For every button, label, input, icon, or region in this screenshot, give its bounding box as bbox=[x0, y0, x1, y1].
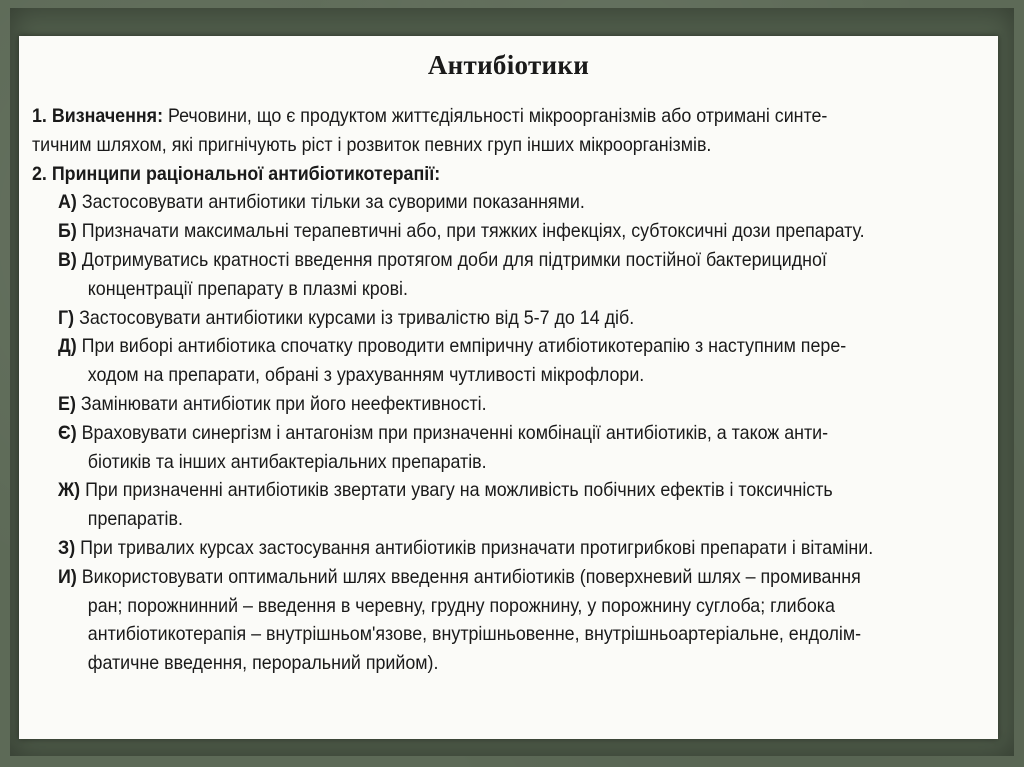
principle-letter: З) bbox=[58, 537, 76, 559]
principle-text: фатичне введення, пероральний прийом). bbox=[87, 653, 439, 675]
principle-text: Призначати максимальні терапевтичні або, при тяжких інфекціях, субтоксичні дози препарату. bbox=[76, 221, 865, 243]
principle-letter: Є) bbox=[58, 422, 77, 444]
principle-letter: Б) bbox=[58, 221, 77, 243]
principle-item-line bbox=[32, 593, 985, 622]
principle-item-line bbox=[32, 333, 985, 362]
principle-item-line bbox=[32, 362, 985, 391]
document-body bbox=[32, 103, 985, 679]
principle-text: Замінювати антибіотик при його неефективності. bbox=[75, 393, 487, 415]
principle-item-line bbox=[32, 247, 985, 276]
principle-letter: Д) bbox=[58, 336, 77, 358]
principle-item-line bbox=[32, 420, 985, 449]
definition-line-2: тичним шляхом, які пригнічують ріст і розвиток певних груп інших мікроорганізмів. bbox=[32, 134, 712, 156]
document-page bbox=[19, 36, 998, 739]
principle-item-line bbox=[32, 391, 985, 420]
principle-text: біотиків та інших антибактеріальних препаратів. bbox=[87, 451, 487, 473]
principle-item-line bbox=[32, 449, 985, 478]
principle-text: Застосовувати антибіотики тільки за суворими показаннями. bbox=[76, 192, 585, 214]
principle-text: При виборі антибіотика спочатку проводити емпіричну атибіотикотерапію з наступним пере- bbox=[76, 336, 847, 358]
principle-item-line bbox=[32, 564, 985, 593]
principle-item-line bbox=[32, 650, 985, 679]
definition-label: 1. Визначення: bbox=[32, 106, 164, 127]
principle-text: Дотримуватись кратності введення протягом доби для підтримки постійної бактерицидної bbox=[76, 249, 827, 271]
page-title: Антибіотики bbox=[427, 50, 590, 80]
definition-line-1 bbox=[32, 103, 985, 132]
principle-item-line bbox=[32, 535, 985, 564]
principle-letter: Ж) bbox=[58, 480, 81, 502]
principle-item-line bbox=[32, 506, 985, 535]
principle-item-line bbox=[32, 276, 985, 305]
definition-text: Речовини, що є продуктом життєдіяльності мікроорганізмів або отримані синте- bbox=[163, 106, 828, 127]
principle-text: ран; порожнинний – введення в черевну, грудну порожнину, у порожнину суглоба; глибока bbox=[87, 595, 835, 617]
principle-letter: А) bbox=[58, 192, 77, 214]
principle-text: При призначенні антибіотиків звертати увагу на можливість побічних ефектів і токсичність bbox=[80, 480, 833, 502]
principle-letter: В) bbox=[58, 249, 77, 271]
principles-list bbox=[32, 189, 985, 679]
principles-heading: 2. Принципи раціональної антибіотикотерапії: bbox=[32, 163, 441, 185]
principle-letter: Г) bbox=[58, 307, 75, 329]
principle-item-line bbox=[32, 477, 985, 506]
principle-text: При тривалих курсах застосування антибіотиків призначати протигрибкові препарати і вітаміни. bbox=[75, 537, 874, 559]
principle-item-line bbox=[32, 305, 985, 334]
principle-text: Застосовувати антибіотики курсами із тривалістю від 5-7 до 14 діб. bbox=[74, 307, 635, 329]
principle-item-line bbox=[32, 218, 985, 247]
principle-text: Використовувати оптимальний шлях введення антибіотиків (поверхневий шлях – промивання bbox=[76, 566, 861, 588]
principle-text: препаратів. bbox=[87, 509, 183, 531]
principle-item-line bbox=[32, 189, 985, 218]
principle-text: концентрації препарату в плазмі крові. bbox=[87, 278, 408, 300]
principle-letter: И) bbox=[58, 566, 77, 588]
principle-text: антибіотикотерапія – внутрішньом'язове, внутрішньовенне, внутрішньоартеріальне, ендолім- bbox=[87, 624, 862, 646]
principle-letter: Е) bbox=[58, 393, 76, 415]
principle-item-line bbox=[32, 621, 985, 650]
principle-text: ходом на препарати, обрані з урахуванням чутливості мікрофлори. bbox=[87, 365, 645, 387]
principle-text: Враховувати синергізм і антагонізм при призначенні комбінації антибіотиків, а також анти- bbox=[76, 422, 829, 444]
